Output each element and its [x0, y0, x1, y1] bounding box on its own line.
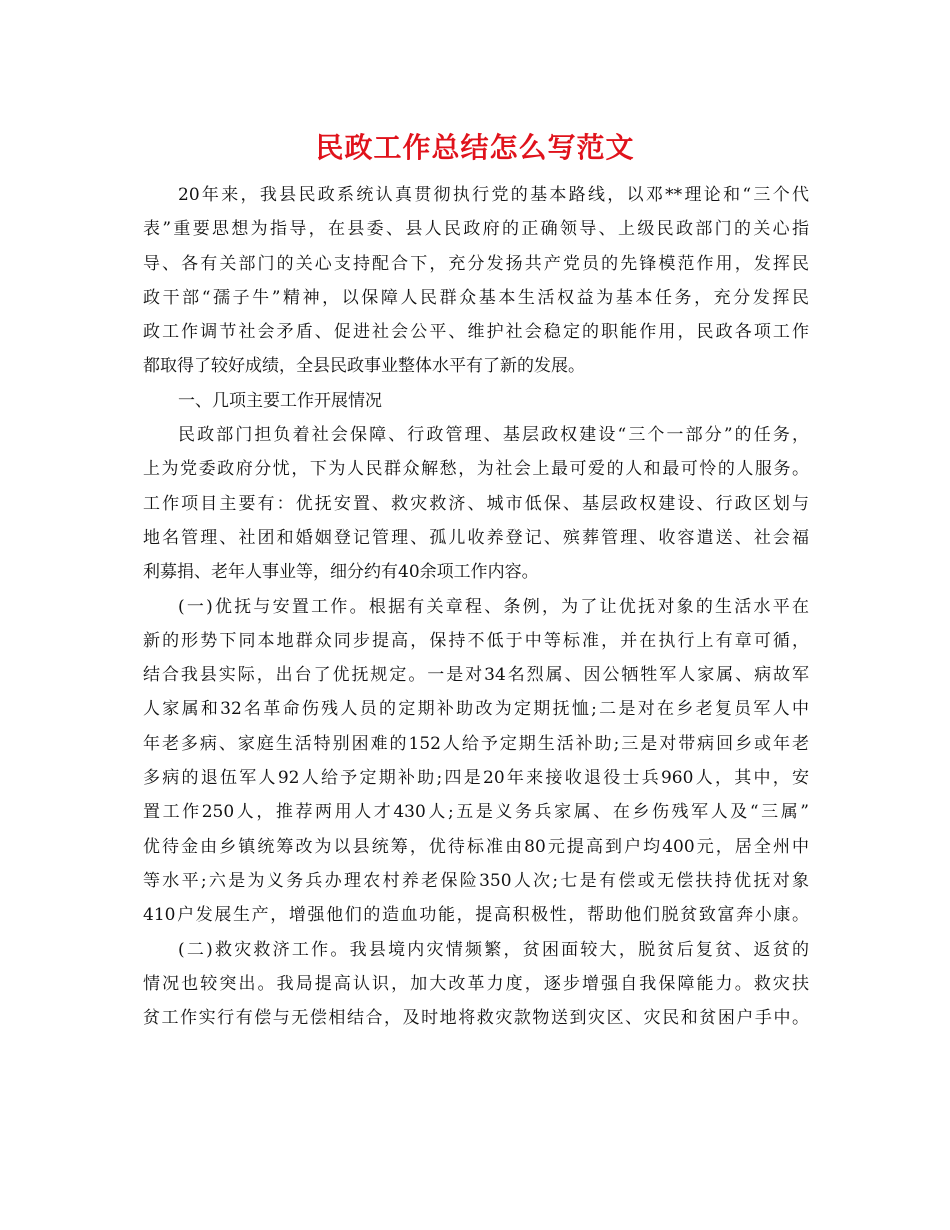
body-text-line: 年老多病、家庭生活特别困难的152人给予定期生活补助;三是对带病回乡或年老: [143, 733, 809, 754]
body-text-line: 工作项目主要有：优抚安置、救灾救济、城市低保、基层政权建设、行政区划与: [143, 493, 809, 514]
body-text-line: 置工作250人，推荐两用人才430人;五是义务兵家属、在乡伤残军人及“三属”: [143, 802, 809, 823]
body-text-line: 表”重要思想为指导，在县委、县人民政府的正确领导、上级民政部门的关心指: [143, 219, 809, 240]
body-text-line: 20年来，我县民政系统认真贯彻执行党的基本路线，以邓**理论和“三个代: [178, 185, 809, 205]
body-text-line: 贫工作实行有偿与无偿相结合，及时地将救灾款物送到灾区、灾民和贫困户手中。: [143, 1008, 809, 1029]
document-body: [143, 178, 809, 1035]
body-text-line: (二)救灾救济工作。我县境内灾情频繁，贫困面较大，脱贫后复贫、返贫的: [178, 939, 809, 960]
body-text-line: 新的形势下同本地群众同步提高，保持不低于中等标准，并在执行上有章可循，: [143, 630, 809, 651]
page-title: 民政工作总结怎么写范文: [315, 131, 635, 164]
body-text-line: 地名管理、社团和婚姻登记管理、孤儿收养登记、殡葬管理、收容遣送、社会福: [143, 527, 809, 548]
body-text-line: 410户发展生产，增强他们的造血功能，提高积极性，帮助他们脱贫致富奔小康。: [143, 905, 809, 926]
body-text-line: 等水平;六是为义务兵办理农村养老保险350人次;七是有偿或无偿扶持优抚对象: [143, 870, 809, 891]
body-text-line: 结合我县实际，出台了优抚规定。一是对34名烈属、因公牺牲军人家属、病故军: [143, 665, 809, 686]
body-text-line: 政工作调节社会矛盾、促进社会公平、维护社会稳定的职能作用，民政各项工作: [143, 322, 809, 343]
body-text-line: 民政部门担负着社会保障、行政管理、基层政权建设“三个一部分”的任务，: [178, 425, 809, 446]
body-text-line: (一)优抚与安置工作。根据有关章程、条例，为了让优抚对象的生活水平在: [178, 596, 809, 617]
body-text-line: 利募捐、老年人事业等，细分约有40余项工作内容。: [143, 562, 539, 583]
body-text-line: 政干部“孺子牛”精神，以保障人民群众基本生活权益为基本任务，充分发挥民: [143, 287, 809, 308]
body-text-line: 人家属和32名革命伤残人员的定期补助改为定期抚恤;二是对在乡老复员军人中: [143, 699, 809, 720]
body-text-line: 上为党委政府分忧，下为人民群众解愁，为社会上最可爱的人和最可怜的人服务。: [143, 459, 809, 480]
body-text-line: 导、各有关部门的关心支持配合下，充分发扬共产党员的先锋模范作用，发挥民: [143, 253, 809, 274]
body-text-line: 情况也较突出。我局提高认识，加大改革力度，逐步增强自我保障能力。救灾扶: [143, 973, 809, 994]
body-text-line: 都取得了较好成绩，全县民政事业整体水平有了新的发展。: [143, 356, 585, 377]
body-text-line: 多病的退伍军人92人给予定期补助;四是20年来接收退役士兵960人，其中，安: [143, 768, 809, 789]
body-text-line: 优待金由乡镇统筹改为以县统筹，优待标准由80元提高到户均400元，居全州中: [143, 836, 809, 857]
body-text-line: 一、几项主要工作开展情况: [178, 390, 382, 411]
